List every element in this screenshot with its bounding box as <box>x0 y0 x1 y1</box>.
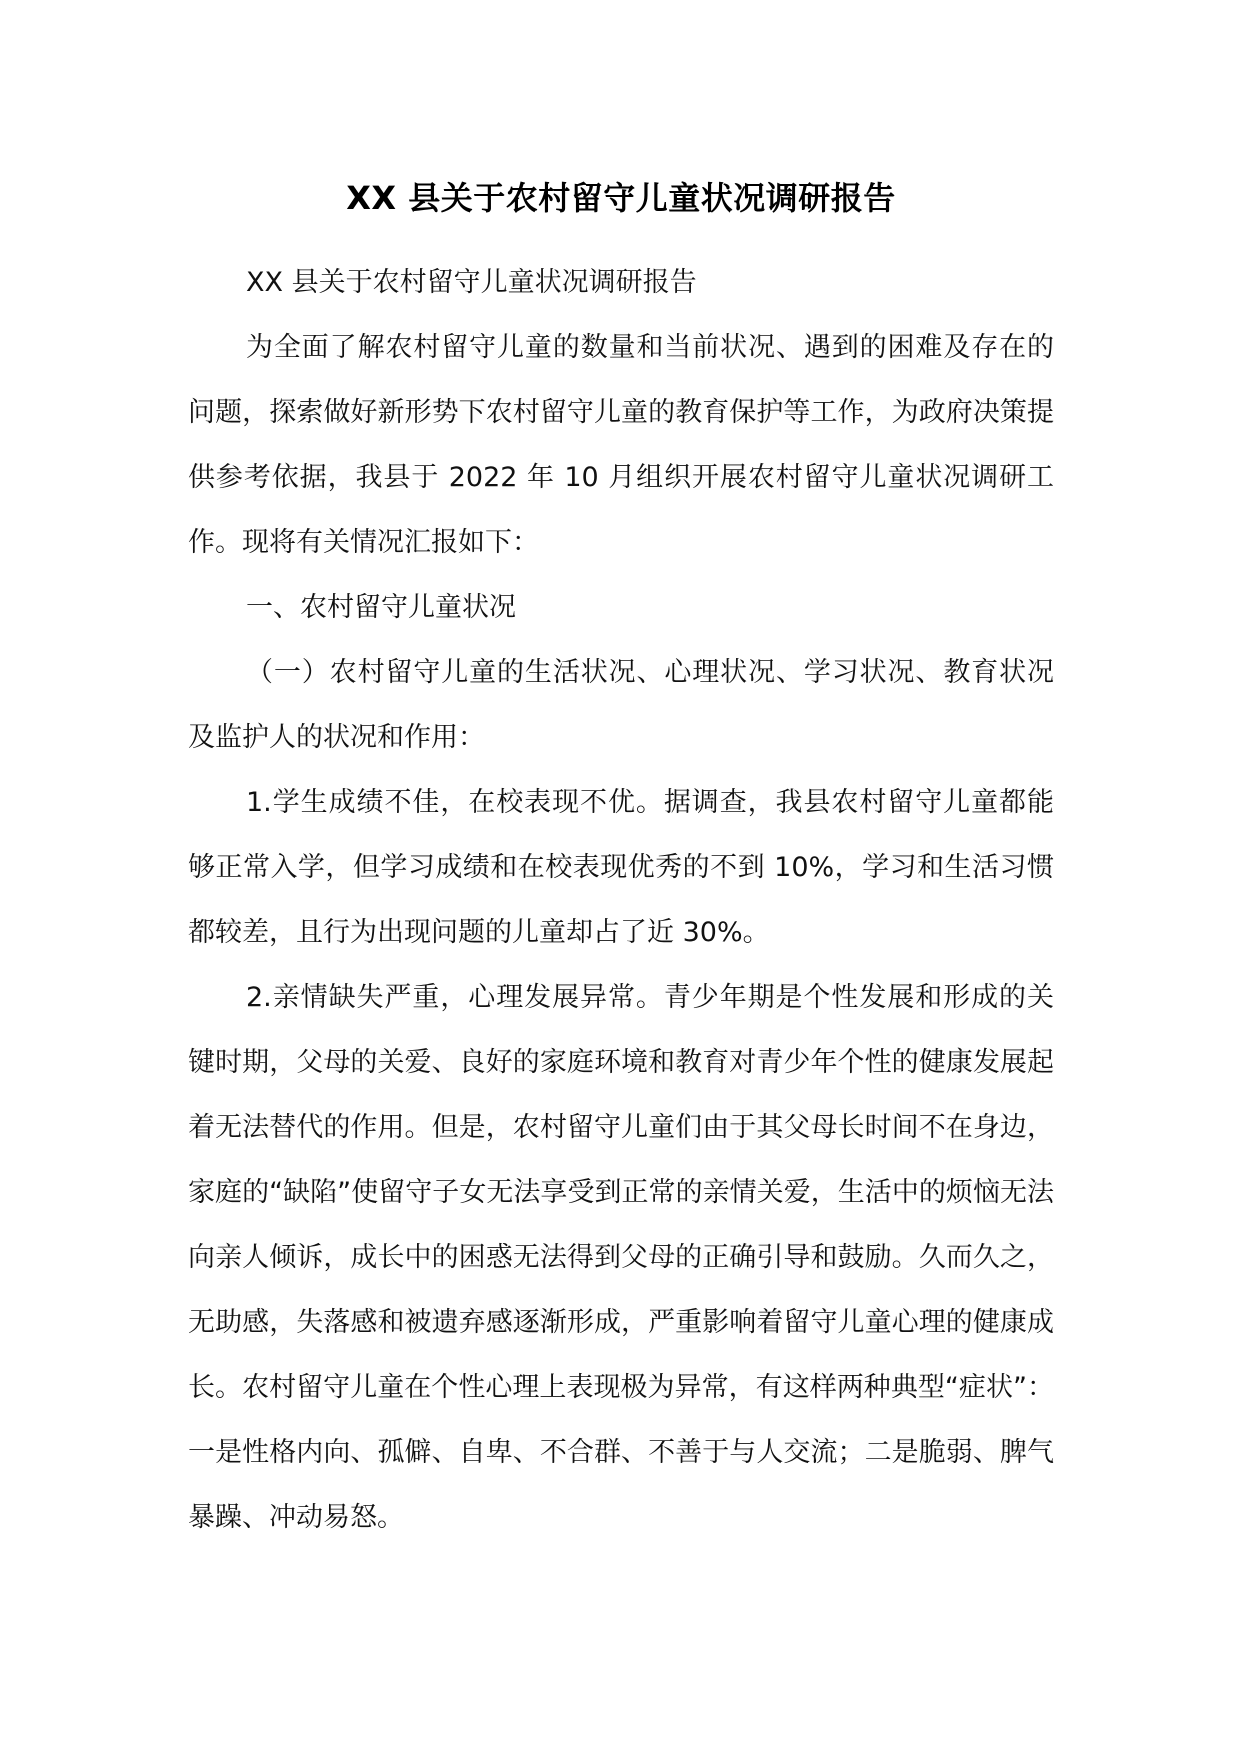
paragraph-intro: 为全面了解农村留守儿童的数量和当前状况、遇到的困难及存在的问题，探索做好新形势下农村留守儿童的教育保护等工作，为政府决策提供参考依据，我县于 2022 年 10 月组织开展农村留守儿童状况调研工作。现将有关情况汇报如下： <box>188 332 1054 558</box>
document-title: XX 县关于农村留守儿童状况调研报告 <box>346 179 896 217</box>
paragraph-point-1: 1.学生成绩不佳，在校表现不优。据调查，我县农村留守儿童都能够正常入学，但学习成绩和在校表现优秀的不到 10%，学习和生活习惯都较差，且行为出现问题的儿童却占了近 30%。 <box>188 787 1054 948</box>
document-page <box>188 166 1054 1550</box>
paragraph-point-2: 2.亲情缺失严重，心理发展异常。青少年期是个性发展和形成的关键时期，父母的关爱、良好的家庭环境和教育对青少年个性的健康发展起着无法替代的作用。但是，农村留守儿童们由于其父母长时间不在身边，家庭的“缺陷”使留守子女无法享受到正常的亲情关爱，生活中的烦恼无法向亲人倾诉，成长中的困惑无法得到父母的正确引导和鼓励。久而久之，无助感，失落感和被遗弃感逐渐形成，严重影响着留守儿童心理的健康成长。农村留守儿童在个性心理上表现极为异常，有这样两种典型“症状”：一是性格内向、孤僻、自卑、不合群、不善于与人交流；二是脆弱、脾气暴躁、冲动易怒。 <box>188 982 1054 1533</box>
subsection-heading: （一）农村留守儿童的生活状况、心理状况、学习状况、教育状况及监护人的状况和作用： <box>188 657 1054 753</box>
paragraph-subtitle: XX 县关于农村留守儿童状况调研报告 <box>246 267 697 298</box>
section-heading: 一、农村留守儿童状况 <box>246 592 516 623</box>
